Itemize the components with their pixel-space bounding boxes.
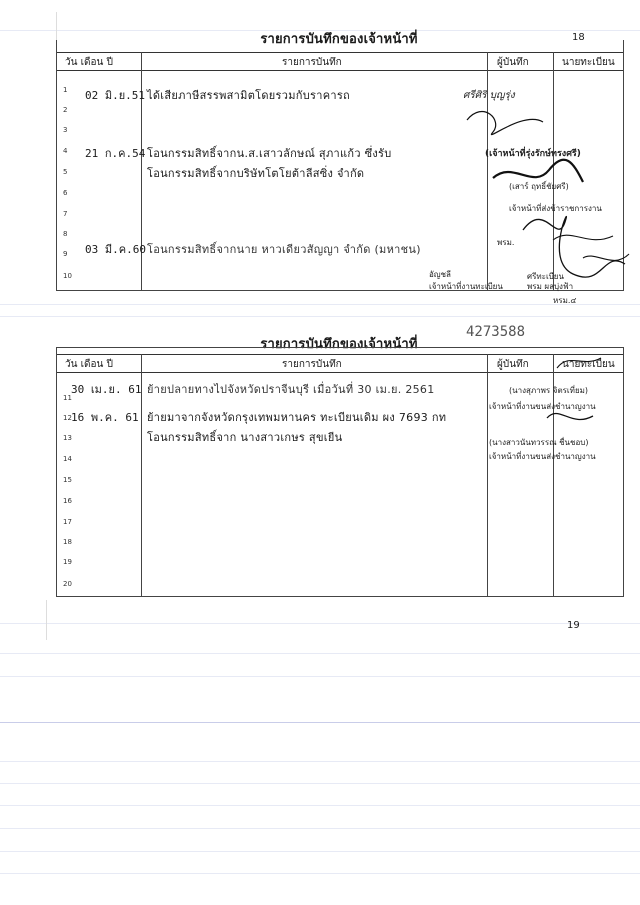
page-title: รายการบันทึกของเจ้าหน้าที่ bbox=[260, 337, 418, 352]
signature-text: หรม.๔ bbox=[553, 296, 577, 305]
entry-date: 30 เม.ย. 61 bbox=[71, 383, 142, 396]
entry-text: ย้ายมาจากจังหวัดกรุงเทพมหานคร ทะเบียนเดิม ผง 7693 กท bbox=[147, 411, 447, 424]
signature-scrawl bbox=[453, 50, 633, 290]
entry-date: 02 มิ.ย.51 bbox=[85, 89, 146, 102]
signature-text: เจ้าหน้าที่งานทะเบียน bbox=[429, 282, 503, 291]
row-number: 13 bbox=[63, 434, 72, 442]
header-record: รายการบันทึก bbox=[282, 57, 342, 68]
row-number: 16 bbox=[63, 497, 72, 505]
signature-text: เจ้าหน้าที่งานขนส่งชำนาญงาน bbox=[489, 452, 596, 461]
page-number: 18 bbox=[572, 32, 585, 43]
row-number: 14 bbox=[63, 455, 72, 463]
signature-text: ศรีศิริ บุญรุ่ง bbox=[463, 90, 515, 101]
row-number: 4 bbox=[63, 147, 68, 155]
row-number: 6 bbox=[63, 189, 68, 197]
record-table bbox=[56, 347, 624, 597]
row-number: 8 bbox=[63, 230, 68, 238]
signature-text: เจ้าหน้าที่งานขนส่งชำนาญงาน bbox=[489, 402, 596, 411]
entry-date: 21 ก.ค.54 bbox=[85, 147, 146, 160]
header-date: วัน เดือน ปี bbox=[65, 57, 113, 68]
row-number: 12 bbox=[63, 414, 72, 422]
entry-text: ย้ายปลายทางไปจังหวัดปราจีนบุรี เมื่อวันที่ 30 เม.ย. 2561 bbox=[147, 383, 435, 396]
entry-text: โอนกรรมสิทธิ์จากนาย หาวเดียวสัญญา จำกัด (มหาชน) bbox=[147, 243, 421, 256]
entry-date: 03 มี.ค.60 bbox=[85, 243, 146, 256]
signature-text: (เสาร์ ฤทธิ์ชัยศรี) bbox=[509, 182, 569, 191]
row-number: 7 bbox=[63, 210, 68, 218]
entry-date: 16 พ.ค. 61 bbox=[71, 411, 139, 424]
signature-text: พรม. bbox=[497, 238, 515, 247]
signature-text: เจ้าหน้าที่ส่งข้าราชการงาน bbox=[509, 204, 602, 213]
row-number: 3 bbox=[63, 126, 68, 134]
page-title: รายการบันทึกของเจ้าหน้าที่ bbox=[260, 32, 418, 47]
row-number: 17 bbox=[63, 518, 72, 526]
row-number: 9 bbox=[63, 250, 68, 258]
row-number: 20 bbox=[63, 580, 72, 588]
page-number: 19 bbox=[567, 620, 580, 631]
header-registrar: นายทะเบียน bbox=[562, 57, 615, 68]
row-number: 5 bbox=[63, 168, 68, 176]
row-number: 10 bbox=[63, 272, 72, 280]
header-recorder: ผู้บันทึก bbox=[497, 359, 529, 370]
header-recorder: ผู้บันทึก bbox=[497, 57, 529, 68]
record-table bbox=[56, 40, 624, 305]
signature-text: (เจ้าหน้าที่รุ่งรักษ์ทรงศรี) bbox=[485, 149, 581, 159]
row-number: 15 bbox=[63, 476, 72, 484]
signature-text: ศรีทะเบียน bbox=[527, 272, 564, 281]
stamp-number: 4273588 bbox=[466, 324, 526, 340]
entry-text: โอนกรรมสิทธิ์จาก นางสาวเกษร สุขเยีน bbox=[147, 431, 343, 444]
header-date: วัน เดือน ปี bbox=[65, 359, 113, 370]
entry-text: โอนกรรมสิทธิ์จากน.ส.เสาวลักษณ์ สุภาแก้ว ซึ่งรับ bbox=[147, 147, 392, 160]
signature-text: (นางสุภาพร จิตรเที่ยม) bbox=[509, 386, 589, 395]
row-number: 18 bbox=[63, 538, 72, 546]
row-number: 1 bbox=[63, 86, 68, 94]
signature-scrawl bbox=[497, 348, 617, 448]
signature-text: อัญชลี bbox=[429, 270, 451, 279]
header-registrar: นายทะเบียน bbox=[562, 359, 615, 370]
row-number: 11 bbox=[63, 394, 72, 402]
entry-text: ได้เสียภาษีสรรพสามิตโดยรวมกับราคารถ bbox=[147, 89, 351, 102]
entry-text: โอนกรรมสิทธิ์จากบริษัทโตโยต้าลีสซิ่ง จำกัด bbox=[147, 167, 365, 180]
row-number: 19 bbox=[63, 558, 72, 566]
signature-text: พรม ผลบุ่งฟ้า bbox=[527, 282, 574, 291]
row-number: 2 bbox=[63, 106, 68, 114]
signature-text: (นางสาวนันทวรรณ ชื่นชอบ) bbox=[489, 438, 589, 447]
header-record: รายการบันทึก bbox=[282, 359, 342, 370]
